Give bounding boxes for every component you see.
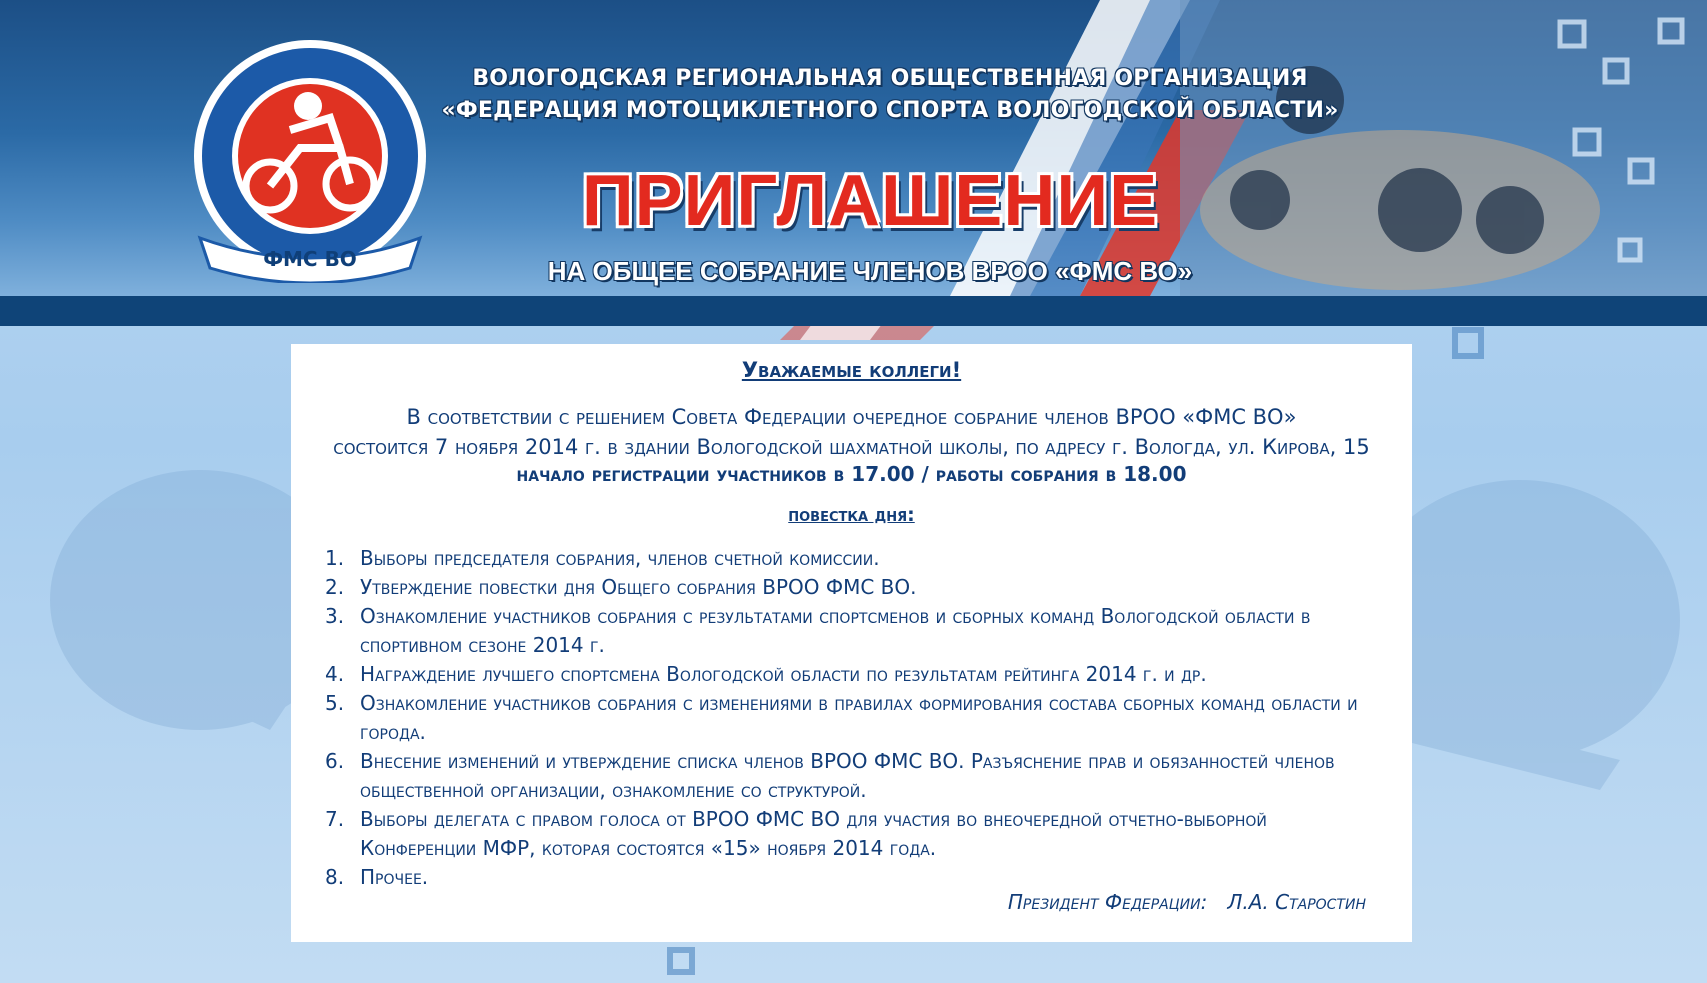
header-band <box>0 296 1707 326</box>
signature-name: Л.А. Старостин <box>1227 890 1366 914</box>
agenda-item <box>325 573 1385 602</box>
meeting-times: начало регистрации участников в 17.00 / работы собрания в 18.00 <box>516 462 1187 486</box>
agenda-item <box>325 863 1385 892</box>
agenda-item-text: Выборы делегата с правом голоса от ВРОО ФМС ВО для участия во внеочередной отчетно-выборной Конференции МФР, которая состоятся «15» ноября 2014 года. <box>360 807 1267 860</box>
org-name-line1: ВОЛОГОДСКАЯ РЕГИОНАЛЬНАЯ ОБЩЕСТВЕННАЯ ОРГАНИЗАЦИЯ <box>472 66 1308 91</box>
greeting: Уважаемые коллеги! <box>741 358 962 382</box>
agenda-item-text: Ознакомление участников собрания с изменениями в правилах формирования состава сборных команд области и города. <box>360 691 1358 744</box>
intro-text <box>291 402 1412 462</box>
agenda-item-text: Ознакомление участников собрания с результатами спортсменов и сборных команд Вологодской области в спортивном сезоне 2014 г. <box>360 604 1311 657</box>
agenda-item-number: 3. <box>325 604 345 628</box>
agenda-item-text: Выборы председателя собрания, членов счетной комиссии. <box>360 546 880 570</box>
agenda-item-number: 6. <box>325 749 345 773</box>
intro-line-2: состоится 7 ноября 2014 г. в здании Вологодской шахматной школы, по адресу г. Вологда, ул. Кирова, 15 <box>333 435 1370 459</box>
intro-line-1: В соответствии с решением Совета Федерации очередное собрание членов ВРОО «ФМС ВО» <box>406 405 1297 429</box>
agenda-title: повестка дня: <box>788 504 915 526</box>
agenda-item <box>325 805 1385 863</box>
agenda-item <box>325 602 1385 660</box>
agenda-item-number: 8. <box>325 865 345 889</box>
agenda-list <box>325 544 1385 892</box>
agenda-item <box>325 747 1385 805</box>
agenda-item-text: Внесение изменений и утверждение списка членов ВРОО ФМС ВО. Разъяснение прав и обязанностей членов общественной организации, ознакомление со структурой. <box>360 749 1335 802</box>
agenda-item-number: 1. <box>325 546 345 570</box>
logo-abbr: ФМС ВО <box>263 247 357 271</box>
agenda-item-text: Прочее. <box>360 865 429 889</box>
signature-title: Президент Федерации: <box>1007 890 1208 914</box>
agenda-item-number: 5. <box>325 691 345 715</box>
header-banner <box>0 0 1707 296</box>
invite-title: ПРИГЛАШЕНИЕ <box>581 161 1159 241</box>
agenda-item <box>325 544 1385 573</box>
agenda-item-text: Награждение лучшего спортсмена Вологодской области по результатам рейтинга 2014 г. и др. <box>360 662 1207 686</box>
agenda-item-number: 2. <box>325 575 345 599</box>
agenda-item-number: 4. <box>325 662 345 686</box>
agenda-item <box>325 660 1385 689</box>
invite-subtitle: НА ОБЩЕЕ СОБРАНИЕ ЧЛЕНОВ ВРОО «ФМС ВО» <box>547 256 1193 286</box>
org-name-line2: «ФЕДЕРАЦИЯ МОТОЦИКЛЕТНОГО СПОРТА ВОЛОГОДСКОЙ ОБЛАСТИ» <box>441 98 1339 123</box>
agenda-item-text: Утверждение повестки дня Общего собрания ВРОО ФМС ВО. <box>360 575 917 599</box>
signature <box>1008 890 1366 914</box>
agenda-item-number: 7. <box>325 807 345 831</box>
agenda-item <box>325 689 1385 747</box>
invitation-letter <box>291 344 1412 942</box>
